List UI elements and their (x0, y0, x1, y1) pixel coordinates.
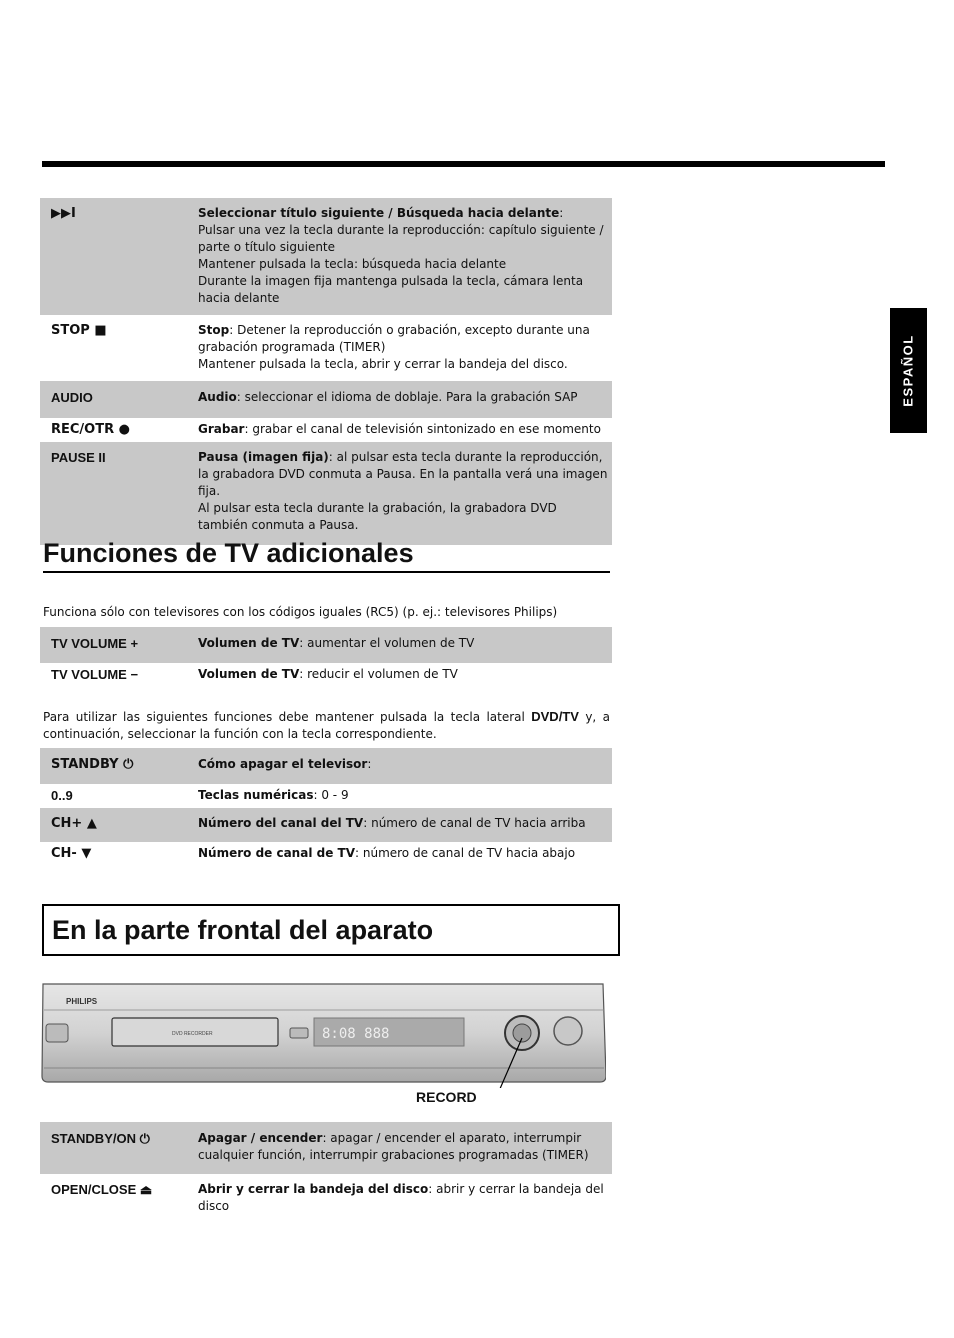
table-row (40, 842, 612, 866)
row-key: STOP ■ (51, 323, 107, 338)
row-desc (198, 666, 612, 683)
row-desc (198, 845, 612, 862)
dvd-tv-paragraph (43, 708, 610, 743)
row-title: Cómo apagar el televisor (198, 757, 368, 771)
row-title: Teclas numéricas (198, 788, 314, 802)
row-desc (198, 1181, 612, 1215)
row-title: Pausa (imagen fija) (198, 450, 329, 464)
table-row (40, 442, 612, 545)
row-desc (198, 815, 612, 832)
device-brand: PHILIPS (66, 997, 98, 1006)
table-row (40, 198, 612, 315)
row-title: Audio (198, 390, 237, 404)
top-rule (42, 161, 885, 167)
row-desc (198, 389, 612, 406)
remote-keys-table (40, 198, 612, 545)
row-desc (198, 787, 612, 804)
table-row (40, 627, 612, 663)
row-desc (198, 635, 612, 652)
row-desc (198, 205, 612, 307)
row-title: Volumen de TV (198, 667, 300, 681)
row-text: : 0 - 9 (313, 788, 349, 802)
row-desc (198, 322, 612, 373)
table-row (40, 315, 612, 381)
row-title: Seleccionar título siguiente / Búsqueda hacia delante (198, 206, 560, 220)
table-row (40, 418, 612, 442)
tray-label: DVD RECORDER (172, 1031, 213, 1037)
open-close-button[interactable] (290, 1028, 308, 1038)
row-text: : apagar / encender el aparato, interrumpir cualquier función, interrumpir grabaciones programadas (TIMER) (198, 1131, 589, 1162)
tv-volume-table (40, 627, 612, 687)
row-title: Apagar / encender (198, 1131, 323, 1145)
row-key: TV VOLUME − (51, 667, 139, 682)
row-key: REC/OTR ● (51, 422, 130, 437)
standby-button[interactable] (46, 1024, 68, 1042)
row-key: STANDBY ⏻ (51, 757, 134, 772)
dvd-recorder-illustration (40, 980, 606, 1088)
row-key: STANDBY/ON ⏻ (51, 1131, 150, 1146)
row-text: : grabar el canal de televisión sintonizado en ese momento (244, 422, 601, 436)
row-title: Grabar (198, 422, 245, 436)
row-line: Pulsar una vez la tecla durante la reproducción: capítulo siguiente / parte o título siguiente (198, 223, 604, 254)
row-text: : seleccionar el idioma de doblaje. Para la grabación SAP (236, 390, 578, 404)
row-key: ▶▶I (51, 206, 76, 221)
row-text: : abrir y cerrar la bandeja del disco (198, 1182, 604, 1213)
row-title: Número del canal del TV (198, 816, 364, 830)
row-key: OPEN/CLOSE ⏏ (51, 1182, 153, 1197)
section-intro: Funciona sólo con televisores con los códigos iguales (RC5) (p. ej.: televisores Philips) (43, 605, 558, 619)
row-key: PAUSE II (51, 450, 106, 465)
row-line: Mantener pulsada la tecla, abrir y cerrar la bandeja del disco. (198, 357, 568, 371)
row-desc (198, 756, 612, 773)
row-text: : número de canal de TV hacia abajo (355, 846, 576, 860)
row-text: : (559, 206, 564, 220)
row-line: Mantener pulsada la tecla: búsqueda hacia delante (198, 257, 507, 271)
para-text: y, a continuación, seleccionar la función con la tecla correspondiente. (43, 710, 610, 741)
language-tab (890, 308, 927, 433)
row-desc (198, 1130, 612, 1164)
row-key: AUDIO (51, 390, 93, 405)
row-title: Stop (198, 323, 230, 337)
row-key: TV VOLUME + (51, 636, 139, 651)
row-text: : número de canal de TV hacia arriba (363, 816, 586, 830)
row-line: Al pulsar esta tecla durante la grabación, la grabadora DVD también conmuta a Pausa. (198, 501, 557, 532)
row-line: Durante la imagen fija mantenga pulsada la tecla, cámara lenta hacia delante (198, 274, 584, 305)
row-title: Volumen de TV (198, 636, 300, 650)
row-desc (198, 449, 612, 534)
language-tab-label: ESPAÑOL (901, 334, 917, 407)
record-callout: RECORD (416, 1089, 477, 1105)
row-key: 0..9 (51, 788, 73, 803)
front-panel-table (40, 1122, 612, 1223)
table-row (40, 748, 612, 784)
row-desc (198, 421, 612, 438)
row-title: Abrir y cerrar la bandeja del disco (198, 1182, 429, 1196)
row-text: : reducir el volumen de TV (299, 667, 458, 681)
jog-shuttle[interactable] (554, 1017, 582, 1045)
row-title: Número de canal de TV (198, 846, 355, 860)
row-key: CH- ▼ (51, 846, 92, 861)
display-digits: 8:08 888 (322, 1026, 390, 1042)
row-key: CH+ ▲ (51, 816, 97, 831)
table-row (40, 1174, 612, 1223)
tv-functions-table (40, 748, 612, 866)
row-text: : (367, 757, 372, 771)
para-text: Para utilizar las siguientes funciones debe mantener pulsada la tecla lateral (43, 710, 532, 724)
table-row (40, 381, 612, 418)
para-bold: DVD/TV (531, 709, 579, 724)
table-row (40, 808, 612, 842)
row-text: : aumentar el volumen de TV (299, 636, 475, 650)
section-heading-tv: Funciones de TV adicionales (43, 538, 610, 573)
table-row (40, 663, 612, 687)
row-text: : Detener la reproducción o grabación, excepto durante una grabación programada (TIMER) (198, 323, 590, 354)
section-heading-front-text: En la parte frontal del aparato (52, 914, 434, 945)
table-row (40, 1122, 612, 1174)
section-heading-front (42, 904, 620, 956)
table-row (40, 784, 612, 808)
row-text: : al pulsar esta tecla durante la reproducción, la grabadora DVD conmuta a Pausa. En la pantalla verá una imagen fija. (198, 450, 608, 498)
